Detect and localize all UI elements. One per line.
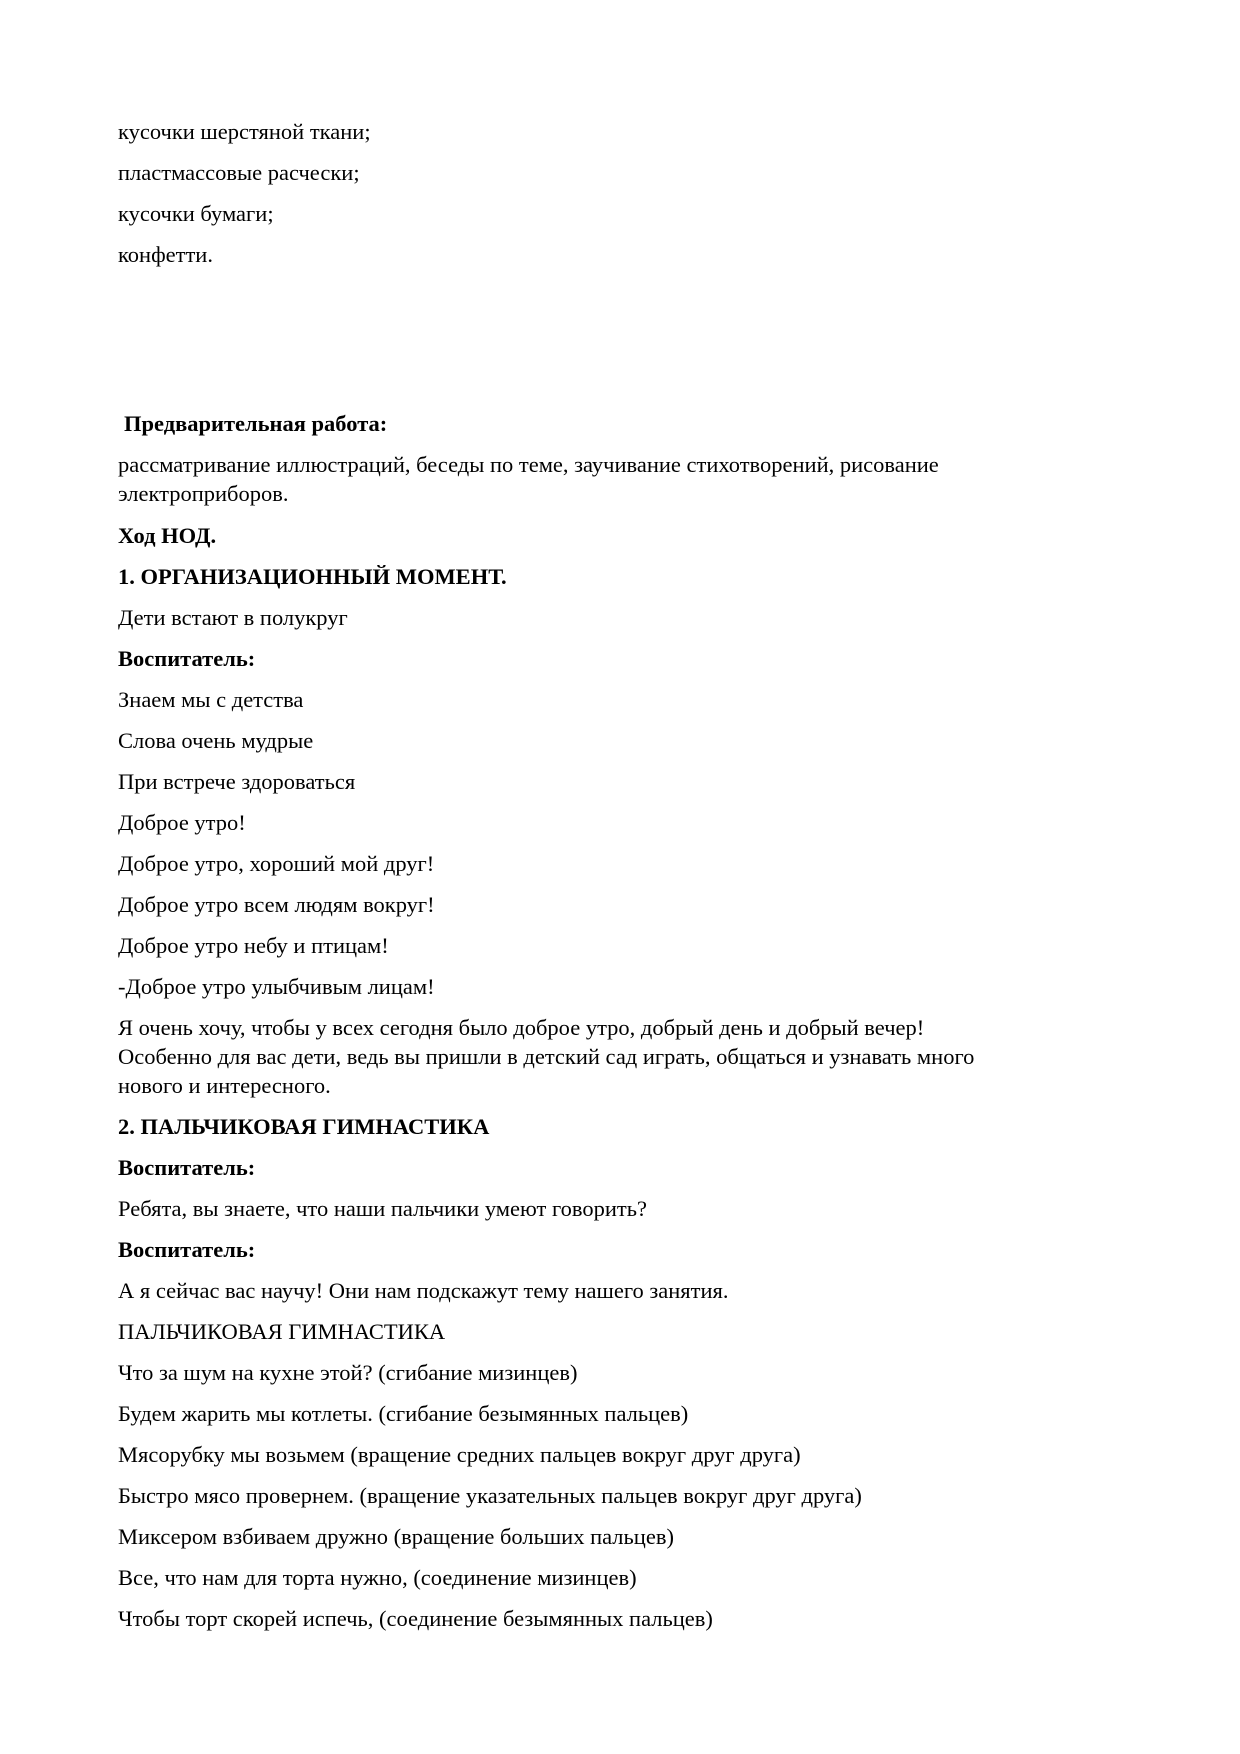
section1-paragraph: Особенно для вас дети, ведь вы пришли в детский сад играть, общаться и узнавать много: [118, 1044, 975, 1069]
preliminary-heading: Предварительная работа:: [124, 411, 388, 436]
gymnastics-line: Все, что нам для торта нужно, (соединение мизинцев): [118, 1565, 637, 1590]
material-item: кусочки бумаги;: [118, 201, 274, 226]
section1-paragraph: Я очень хочу, чтобы у всех сегодня было доброе утро, добрый день и добрый вечер!: [118, 1015, 925, 1040]
material-item: конфетти.: [118, 242, 213, 267]
gymnastics-line: Чтобы торт скорей испечь, (соединение безымянных пальцев): [118, 1606, 713, 1631]
section1-heading: 1. ОРГАНИЗАЦИОННЫЙ МОМЕНТ.: [118, 564, 507, 589]
speaker-label: Воспитатель:: [118, 1155, 256, 1180]
section2-answer: А я сейчас вас научу! Они нам подскажут тему нашего занятия.: [118, 1278, 729, 1303]
preliminary-text: рассматривание иллюстраций, беседы по теме, заучивание стихотворений, рисование: [118, 452, 939, 477]
speaker-label: Воспитатель:: [118, 646, 256, 671]
poem-line: Доброе утро, хороший мой друг!: [118, 851, 435, 876]
section2-question: Ребята, вы знаете, что наши пальчики умеют говорить?: [118, 1196, 647, 1221]
gymnastics-line: Миксером взбиваем дружно (вращение больших пальцев): [118, 1524, 674, 1549]
course-heading: Ход НОД.: [118, 523, 217, 548]
gymnastics-line: Мясорубку мы возьмем (вращение средних пальцев вокруг друг друга): [118, 1442, 801, 1467]
material-item: кусочки шерстяной ткани;: [118, 119, 371, 144]
section1-paragraph: нового и интересного.: [118, 1073, 331, 1098]
poem-line: Доброе утро!: [118, 810, 246, 835]
speaker-label: Воспитатель:: [118, 1237, 256, 1262]
poem-line: Знаем мы с детства: [118, 687, 304, 712]
section1-intro: Дети встают в полукруг: [118, 605, 348, 630]
poem-line: Слова очень мудрые: [118, 728, 314, 753]
section2-heading: 2. ПАЛЬЧИКОВАЯ ГИМНАСТИКА: [118, 1114, 490, 1139]
gymnastics-line: Будем жарить мы котлеты. (сгибание безымянных пальцев): [118, 1401, 689, 1426]
gymnastics-line: Что за шум на кухне этой? (сгибание мизинцев): [118, 1360, 578, 1385]
poem-line: Доброе утро небу и птицам!: [118, 933, 389, 958]
poem-line: Доброе утро всем людям вокруг!: [118, 892, 435, 917]
material-item: пластмассовые расчески;: [118, 160, 360, 185]
poem-line: При встрече здороваться: [118, 769, 356, 794]
gymnastics-line: Быстро мясо провернем. (вращение указательных пальцев вокруг друг друга): [118, 1483, 862, 1508]
poem-line: -Доброе утро улыбчивым лицам!: [118, 974, 435, 999]
gymnastics-subheading: ПАЛЬЧИКОВАЯ ГИМНАСТИКА: [118, 1319, 446, 1344]
preliminary-text: электроприборов.: [118, 481, 289, 506]
